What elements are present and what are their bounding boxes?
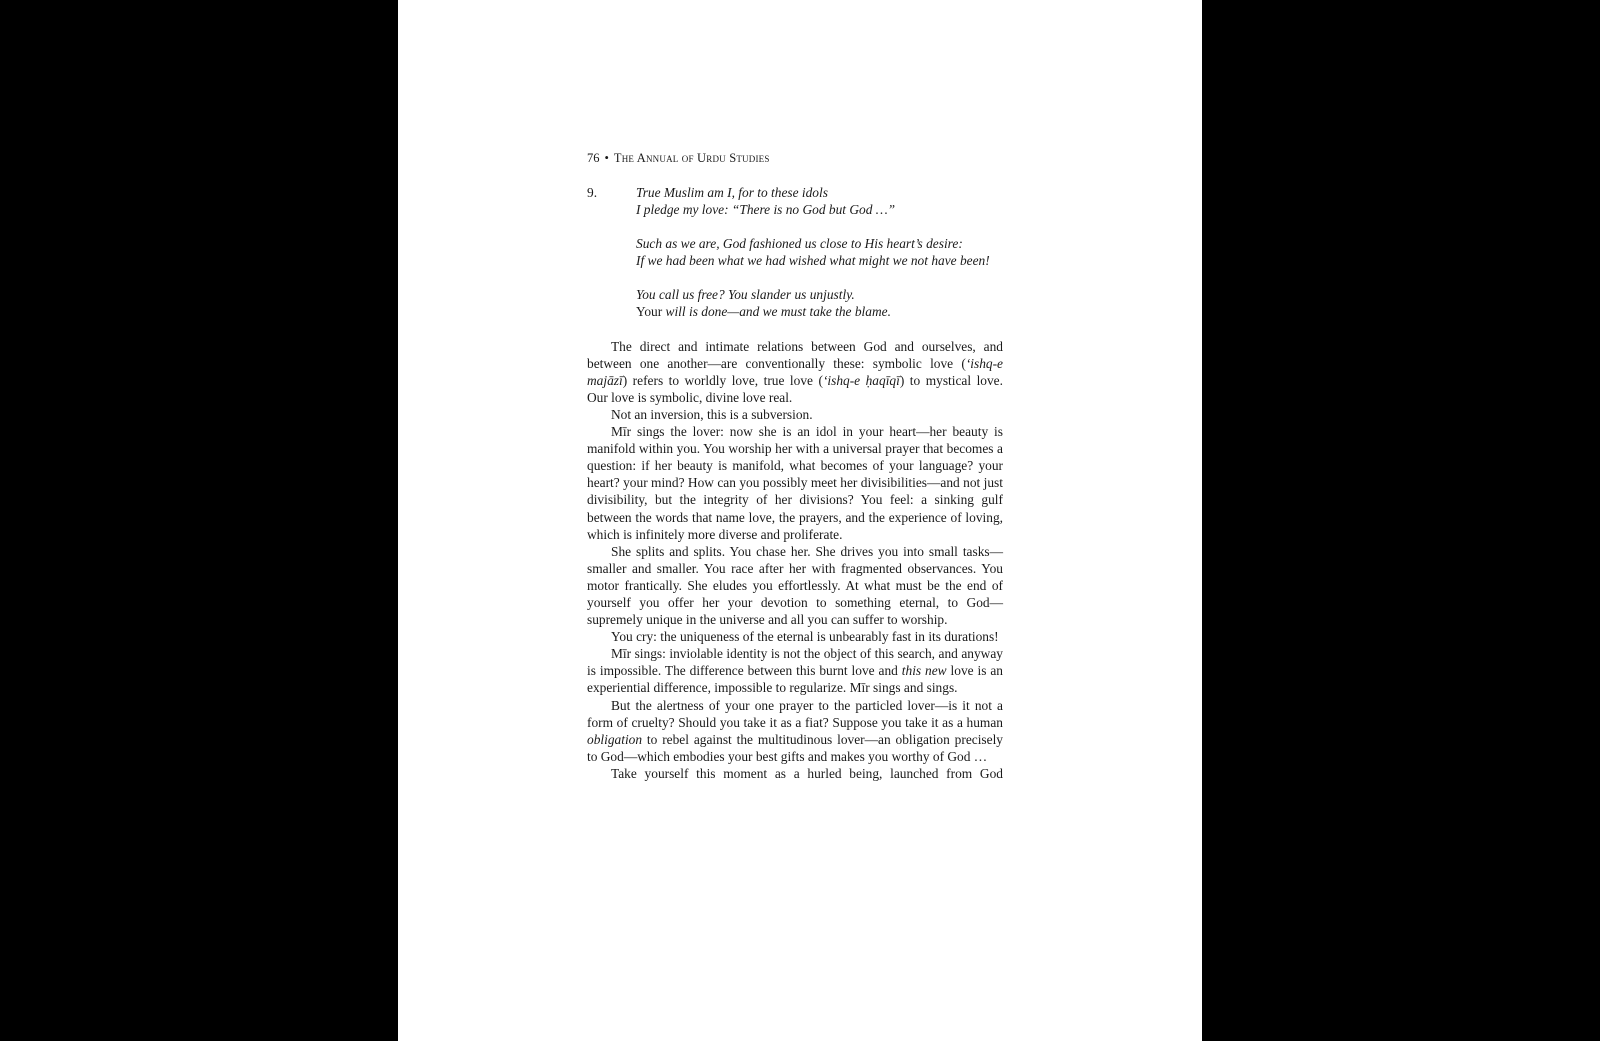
paragraph: Mīr sings the lover: now she is an idol in your heart—her beauty is manifold within you. You worship her with a universal prayer that becomes a question: if her beauty is manifold, what becomes of your language? your heart? your mind? How can you possibly meet her divisibilities—and not just divisibility, but the integrity of her divisions? You feel: a sinking gulf between the words that name love, the prayers, and the experience of loving, which is infinitely more diverse and proliferate. bbox=[587, 424, 1003, 542]
couplet bbox=[636, 184, 1003, 218]
journal-title: The Annual of Urdu Studies bbox=[613, 151, 770, 165]
paragraph-text: ) refers to worldly love, true love ( bbox=[622, 372, 823, 388]
couplet bbox=[636, 286, 1003, 320]
page bbox=[398, 0, 1202, 1041]
paragraph bbox=[587, 697, 1003, 765]
paragraph-text: But the alertness of your one prayer to the particled lover—is it not a form of cruelty? Should you take it as a fiat? Suppose you take it as a human bbox=[587, 697, 1003, 730]
verse-line: I pledge my love: “There is no God but God …” bbox=[636, 202, 896, 218]
verse-line-rest: will is done—and we must take the blame. bbox=[662, 304, 891, 320]
page-number: 76 bbox=[587, 151, 600, 165]
verse-number: 9. bbox=[587, 185, 598, 200]
paragraph bbox=[587, 645, 1003, 696]
body-text bbox=[587, 338, 1003, 782]
running-head bbox=[587, 150, 1003, 167]
verse-block bbox=[587, 184, 1003, 321]
page-content bbox=[587, 150, 1003, 782]
emphasis: this new bbox=[901, 663, 947, 679]
term-italic: ‘ishq-e majāzī bbox=[587, 355, 1003, 388]
verse-line bbox=[636, 303, 1003, 320]
emphasis: obligation bbox=[587, 731, 643, 747]
verse-line-prefix: Your bbox=[636, 304, 663, 320]
couplet bbox=[636, 235, 1003, 269]
paragraph-text: to rebel against the multitudinous lover—an obligation precisely to God—which embodies your best gifts and makes you worthy of God … bbox=[587, 731, 1003, 764]
verse-line: True Muslim am I, for to these idols bbox=[636, 185, 828, 200]
verse-line: Such as we are, God fashioned us close to His heart’s desire: bbox=[636, 236, 963, 252]
verse-line: You call us free? You slander us unjustly. bbox=[636, 287, 855, 303]
paragraph-text: ) to mystical love. Our love is symbolic, divine love real. bbox=[587, 372, 1003, 405]
paragraph-text: The direct and intimate relations between God and ourselves, and between one another—are conventionally these: symbolic love ( bbox=[587, 338, 1003, 371]
paragraph-text: love is an experiential difference, impossible to regularize. Mīr sings and sings. bbox=[587, 663, 1004, 696]
paragraph-text: Mīr sings: inviolable identity is not the object of this search, and anyway is impossible. The difference between this burnt love and bbox=[587, 646, 1003, 679]
paragraph: Not an inversion, this is a subversion. bbox=[611, 406, 813, 422]
verse-line: If we had been what we had wished what might we not have been! bbox=[636, 253, 990, 269]
paragraph: She splits and splits. You chase her. She drives you into small tasks—smaller and smaller. You race after her with fragmented observances. You motor frantically. She eludes you effortlessly. At what must be the end of yourself you offer her your devotion to something eternal, to God—supremely unique in the universe and all you can suffer to worship. bbox=[587, 543, 1003, 628]
term-italic: ‘ishq-e ḥaqīqī bbox=[822, 372, 900, 388]
paragraph: You cry: the uniqueness of the eternal is unbearably fast in its durations! bbox=[611, 629, 999, 645]
paragraph bbox=[587, 338, 1003, 406]
paragraph: Take yourself this moment as a hurled being, launched from God bbox=[611, 765, 1003, 781]
bullet-separator: • bbox=[604, 151, 609, 165]
